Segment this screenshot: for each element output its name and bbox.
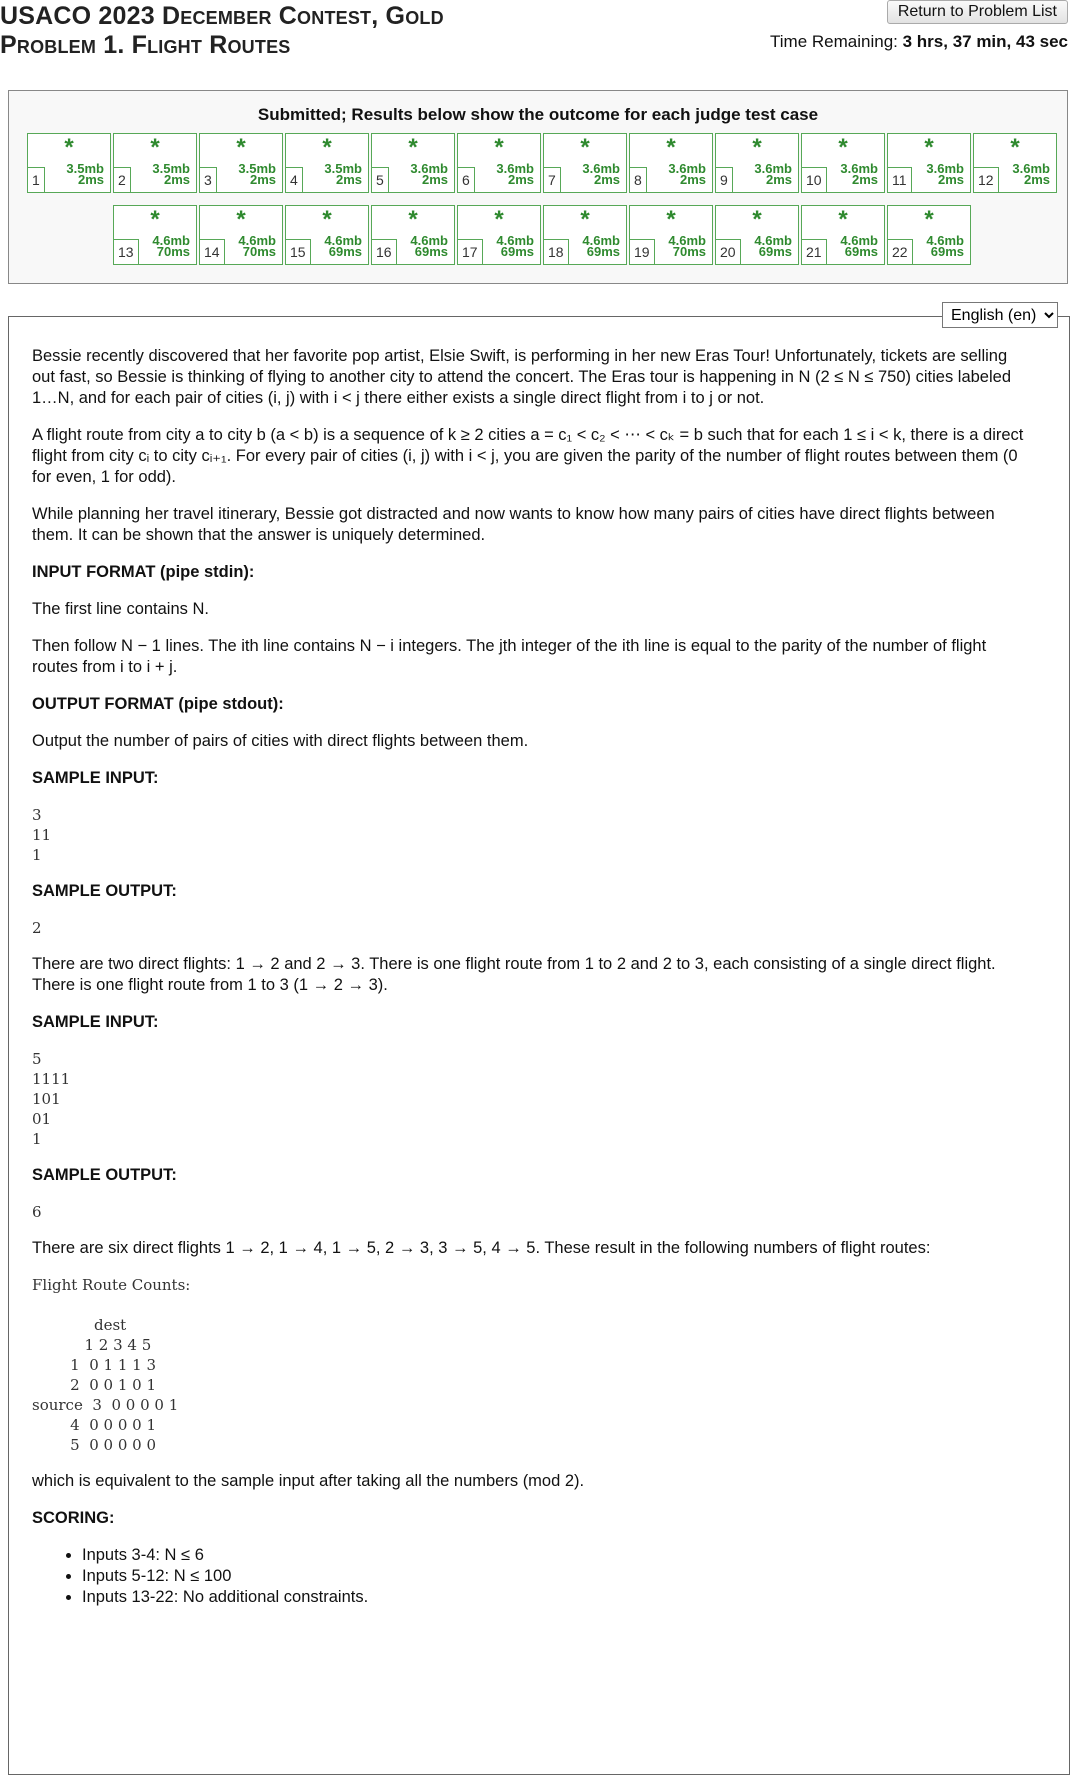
test-case-7 [543,133,627,193]
test-case-memory: 3.6mb [754,161,792,176]
test-case-14 [199,205,283,265]
flight-route-counts-table: 1 0 1 1 1 3 2 0 0 1 0 1 source 3 0 0 0 0 1 4 0 0 0 0 1 5 0 0 0 0 0 [32,1356,179,1454]
test-case-3 [199,133,283,193]
scoring-item: • Inputs 13-22: No additional constraints. [82,1587,1032,1608]
test-case-time: 2ms [421,172,448,187]
test-case-number: 19 [630,239,655,264]
results-row-2 [113,205,973,265]
input-format-heading: INPUT FORMAT (pipe stdin): [32,563,255,581]
problem-content [32,346,1032,1608]
test-case-memory: 3.6mb [840,161,878,176]
test-case-12 [973,133,1057,193]
test-case-15 [285,205,369,265]
test-case-10 [801,133,885,193]
passed-star-icon: * [322,206,332,233]
input-format-line-1: The first line contains N. [32,600,209,618]
test-case-9 [715,133,799,193]
sample-output-heading-1: SAMPLE OUTPUT: [32,882,177,900]
test-case-number: 7 [544,167,561,192]
test-case-memory: 3.6mb [926,161,964,176]
sample-output-heading-2: SAMPLE OUTPUT: [32,1166,177,1184]
test-case-number: 1 [28,167,45,192]
test-case-time: 69ms [414,244,448,259]
test-case-number: 2 [114,167,131,192]
test-case-number: 22 [888,239,913,264]
test-case-memory: 3.5mb [66,161,104,176]
passed-star-icon: * [580,206,590,233]
test-case-time: 2ms [593,172,620,187]
test-case-17 [457,205,541,265]
judge-results-panel [8,90,1068,284]
test-case-memory: 3.6mb [496,161,534,176]
passed-star-icon: * [236,134,246,161]
passed-star-icon: * [838,134,848,161]
test-case-memory: 3.6mb [582,161,620,176]
test-case-memory: 4.6mb [926,233,964,248]
test-case-8 [629,133,713,193]
passed-star-icon: * [150,134,160,161]
test-case-time: 70ms [156,244,190,259]
test-case-memory: 4.6mb [668,233,706,248]
test-case-memory: 3.5mb [152,161,190,176]
test-case-13 [113,205,197,265]
test-case-memory: 4.6mb [496,233,534,248]
test-case-number: 4 [286,167,303,192]
test-case-number: 3 [200,167,217,192]
test-case-time: 2ms [163,172,190,187]
test-case-11 [887,133,971,193]
test-case-time: 2ms [335,172,362,187]
test-case-number: 5 [372,167,389,192]
passed-star-icon: * [408,206,418,233]
contest-name: USACO 2023 December Contest, Gold [0,2,444,30]
passed-star-icon: * [838,206,848,233]
output-format-heading: OUTPUT FORMAT (pipe stdout): [32,695,284,713]
passed-star-icon: * [752,134,762,161]
test-case-memory: 3.6mb [668,161,706,176]
test-case-number: 14 [200,239,225,264]
statement-paragraph-2: A flight route from city a to city b (a < b) is a sequence of k ≥ 2 cities a = c₁ < c₂ < ⋯ < cₖ = b such that for each 1 ≤ i < k, there is a direct flight from city cᵢ to city cᵢ₊₁. For every pair of cities (i, j) with i < j, you are given the parity of the number of flight routes between them (0 for even, 1 for odd). [32,426,1024,486]
time-remaining-value: 3 hrs, 37 min, 43 sec [902,32,1068,51]
test-case-memory: 3.6mb [1012,161,1050,176]
test-case-time: 2ms [77,172,104,187]
scoring-list [32,1545,1032,1608]
sample-output-2: 6 [32,1203,42,1221]
test-case-21 [801,205,885,265]
test-case-18 [543,205,627,265]
contest-title [0,2,444,60]
test-case-memory: 4.6mb [840,233,878,248]
test-case-22 [887,205,971,265]
passed-star-icon: * [150,206,160,233]
sample-output-1: 2 [32,919,42,937]
passed-star-icon: * [322,134,332,161]
passed-star-icon: * [408,134,418,161]
test-case-time: 69ms [930,244,964,259]
test-case-time: 2ms [679,172,706,187]
test-case-memory: 4.6mb [754,233,792,248]
test-case-number: 13 [114,239,139,264]
test-case-memory: 4.6mb [152,233,190,248]
test-case-time: 69ms [328,244,362,259]
test-case-memory: 3.5mb [238,161,276,176]
test-case-4 [285,133,369,193]
flight-route-counts-header: Flight Route Counts: dest 1 2 3 4 5 [32,1276,191,1354]
passed-star-icon: * [666,206,676,233]
test-case-16 [371,205,455,265]
output-format-text: Output the number of pairs of cities with direct flights between them. [32,732,529,750]
passed-star-icon: * [752,206,762,233]
test-case-number: 6 [458,167,475,192]
sample-explanation-1: There are two direct flights: 1 → 2 and 2 → 3. There is one flight route from 1 to 2 and 2 to 3, each consisting of a single direct flight. There is one flight route from 1 to 3 (1 → 2 → 3). [32,955,996,994]
sample-input-heading-1: SAMPLE INPUT: [32,769,159,787]
test-case-5 [371,133,455,193]
test-case-number: 20 [716,239,741,264]
passed-star-icon: * [924,134,934,161]
test-case-19 [629,205,713,265]
passed-star-icon: * [494,134,504,161]
test-case-time: 2ms [249,172,276,187]
scoring-heading: SCORING: [32,1509,115,1527]
test-case-time: 70ms [672,244,706,259]
test-case-number: 17 [458,239,483,264]
passed-star-icon: * [924,206,934,233]
sample-explanation-2: There are six direct flights 1 → 2, 1 → 4, 1 → 5, 2 → 3, 3 → 5, 4 → 5. These result in the following numbers of flight routes: [32,1239,931,1257]
test-case-time: 69ms [844,244,878,259]
test-case-number: 16 [372,239,397,264]
test-case-time: 2ms [937,172,964,187]
test-case-time: 2ms [765,172,792,187]
statement-paragraph-3: While planning her travel itinerary, Bessie got distracted and now wants to know how many pairs of cities have direct flights between them. It can be shown that the answer is uniquely determined. [32,505,995,544]
passed-star-icon: * [666,134,676,161]
sample-input-1: 3 11 1 [32,806,52,864]
test-case-memory: 4.6mb [410,233,448,248]
test-case-number: 15 [286,239,311,264]
test-case-memory: 4.6mb [582,233,620,248]
test-case-time: 69ms [586,244,620,259]
test-case-time: 2ms [851,172,878,187]
test-case-20 [715,205,799,265]
test-case-memory: 3.6mb [410,161,448,176]
test-case-number: 21 [802,239,827,264]
sample-explanation-3: which is equivalent to the sample input after taking all the numbers (mod 2). [32,1472,585,1490]
input-format-line-2: Then follow N − 1 lines. The ith line contains N − i integers. The jth integer of the ith line is equal to the parity of the number of flight routes from i to i + j. [32,637,987,676]
statement-paragraph-1: Bessie recently discovered that her favorite pop artist, Elsie Swift, is performing in her new Eras Tour! Unfortunately, tickets are selling out fast, so Bessie is thinking of flying to another city to attend the concert. The Eras tour is happening in N (2 ≤ N ≤ 750) cities labeled 1…N, and for each pair of cities (i, j) with i < j there either exists a single direct flight from i to j or not. [32,347,1012,407]
language-select[interactable] [942,302,1058,328]
sample-input-heading-2: SAMPLE INPUT: [32,1013,159,1031]
test-case-memory: 3.5mb [324,161,362,176]
test-case-time: 69ms [758,244,792,259]
test-case-1 [27,133,111,193]
passed-star-icon: * [494,206,504,233]
return-to-problem-list-button[interactable]: Return to Problem List [887,0,1068,24]
test-case-time: 69ms [500,244,534,259]
time-remaining [770,32,1068,52]
passed-star-icon: * [580,134,590,161]
test-case-number: 9 [716,167,733,192]
test-case-number: 10 [802,167,827,192]
test-case-time: 2ms [1023,172,1050,187]
passed-star-icon: * [236,206,246,233]
test-case-time: 2ms [507,172,534,187]
test-case-number: 11 [888,167,912,192]
test-case-number: 8 [630,167,647,192]
test-case-6 [457,133,541,193]
test-case-2 [113,133,197,193]
scoring-item: • Inputs 3-4: N ≤ 6 [82,1545,1032,1566]
problem-name: Problem 1. Flight Routes [0,31,291,59]
test-case-memory: 4.6mb [238,233,276,248]
passed-star-icon: * [64,134,74,161]
scoring-item: • Inputs 5-12: N ≤ 100 [82,1566,1032,1587]
results-row-1 [27,133,1059,193]
test-case-time: 70ms [242,244,276,259]
results-title: Submitted; Results below show the outcome for each judge test case [257,105,819,124]
time-remaining-label: Time Remaining: [770,32,898,51]
sample-input-2: 5 1111 101 01 1 [32,1050,71,1148]
passed-star-icon: * [1010,134,1020,161]
test-case-memory: 4.6mb [324,233,362,248]
test-case-number: 18 [544,239,569,264]
test-case-number: 12 [974,167,999,192]
